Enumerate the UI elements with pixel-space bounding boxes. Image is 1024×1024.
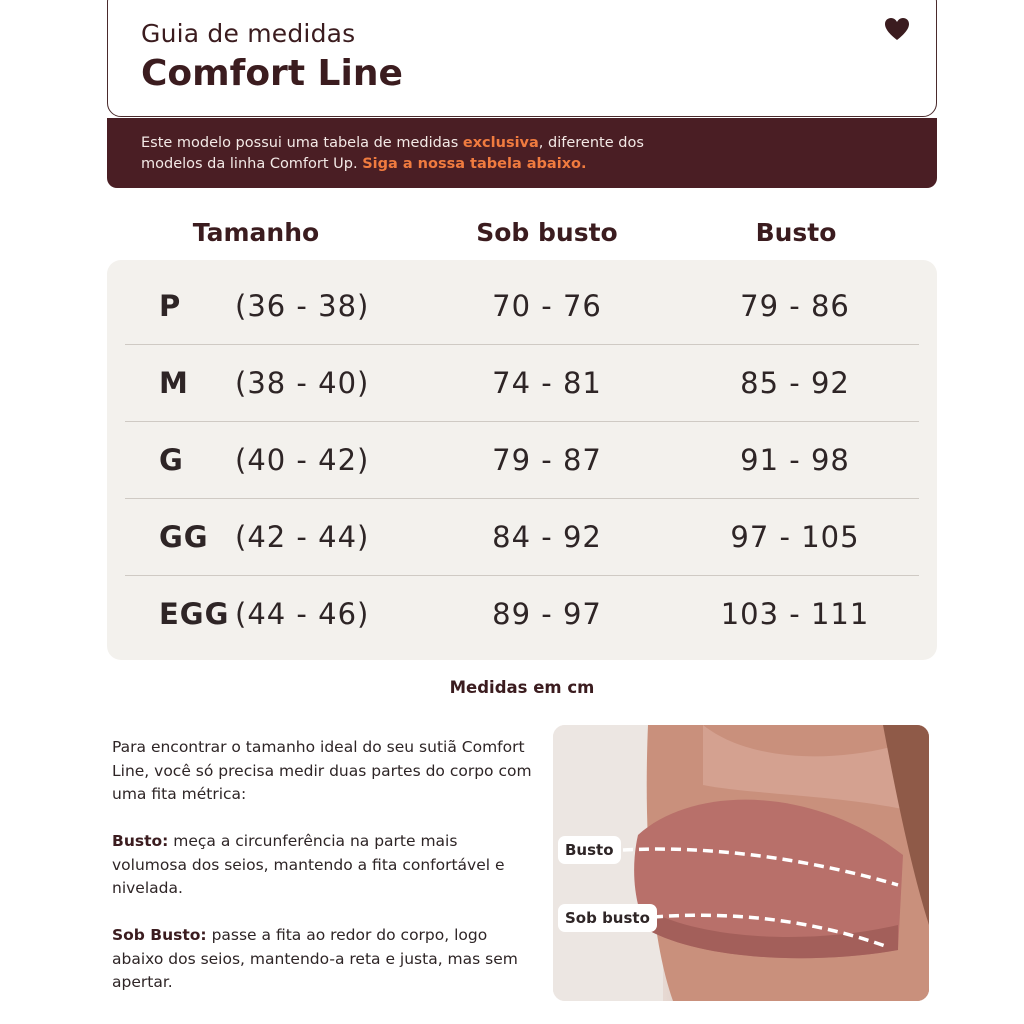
heart-icon <box>884 17 910 41</box>
sob-busto-value: 74 - 81 <box>492 366 602 400</box>
sob-busto-text: passe a fita ao redor do corpo, logo abaixo dos seios, mantendo-a reta e justa, mas sem apertar. <box>112 926 518 991</box>
size-table <box>107 260 937 660</box>
notice-text-1: Este modelo possui uma tabela de medidas <box>141 135 463 151</box>
busto-value: 79 - 86 <box>740 289 850 323</box>
busto-value: 97 - 105 <box>730 520 860 554</box>
busto-value: 85 - 92 <box>740 366 850 400</box>
table-row <box>125 268 919 345</box>
header-sob-busto: Sob busto <box>476 218 618 247</box>
tag-sob-busto: Sob busto <box>558 904 657 932</box>
notice-text-2: , diferente dos <box>538 135 644 151</box>
busto-text: meça a circunferência na parte mais volumosa dos seios, mantendo a fita confortável e nivelada. <box>112 832 505 897</box>
size-range: (44 - 46) <box>235 597 370 631</box>
header-subtitle: Guia de medidas <box>141 19 356 48</box>
page-title: Comfort Line <box>141 53 403 94</box>
header-card <box>107 0 937 117</box>
notice-highlight-exclusive: exclusiva <box>462 135 539 151</box>
table-row <box>125 422 919 499</box>
measurement-photo <box>553 725 929 1001</box>
busto-value: 91 - 98 <box>740 443 850 477</box>
table-row <box>125 345 919 422</box>
header-tamanho: Tamanho <box>192 218 320 247</box>
instructions-sob-busto <box>112 924 532 995</box>
size-letter: M <box>159 366 189 400</box>
size-range: (42 - 44) <box>235 520 370 554</box>
size-letter: G <box>159 443 184 477</box>
instructions <box>112 736 532 1018</box>
sob-busto-value: 79 - 87 <box>492 443 602 477</box>
busto-label: Busto: <box>112 832 169 850</box>
size-letter: EGG <box>159 597 230 631</box>
size-range: (40 - 42) <box>235 443 370 477</box>
tag-busto: Busto <box>558 836 621 864</box>
notice-highlight-follow: Siga a nossa tabela abaixo. <box>362 156 587 172</box>
sob-busto-value: 70 - 76 <box>492 289 602 323</box>
instructions-busto <box>112 830 532 901</box>
size-letter: P <box>159 289 182 323</box>
table-row <box>125 576 919 653</box>
header-busto: Busto <box>755 218 837 247</box>
size-range: (36 - 38) <box>235 289 370 323</box>
table-row <box>125 499 919 576</box>
size-range: (38 - 40) <box>235 366 370 400</box>
instructions-intro: Para encontrar o tamanho ideal do seu sutiã Comfort Line, você só precisa medir duas partes do corpo com uma fita métrica: <box>112 738 532 803</box>
units-note: Medidas em cm <box>449 678 595 697</box>
busto-value: 103 - 111 <box>720 597 870 631</box>
sob-busto-value: 84 - 92 <box>492 520 602 554</box>
notice-text-3: modelos da linha Comfort Up. <box>141 156 363 172</box>
sob-busto-value: 89 - 97 <box>492 597 602 631</box>
notice-banner <box>107 118 937 188</box>
sob-busto-label: Sob Busto: <box>112 926 207 944</box>
size-letter: GG <box>159 520 209 554</box>
